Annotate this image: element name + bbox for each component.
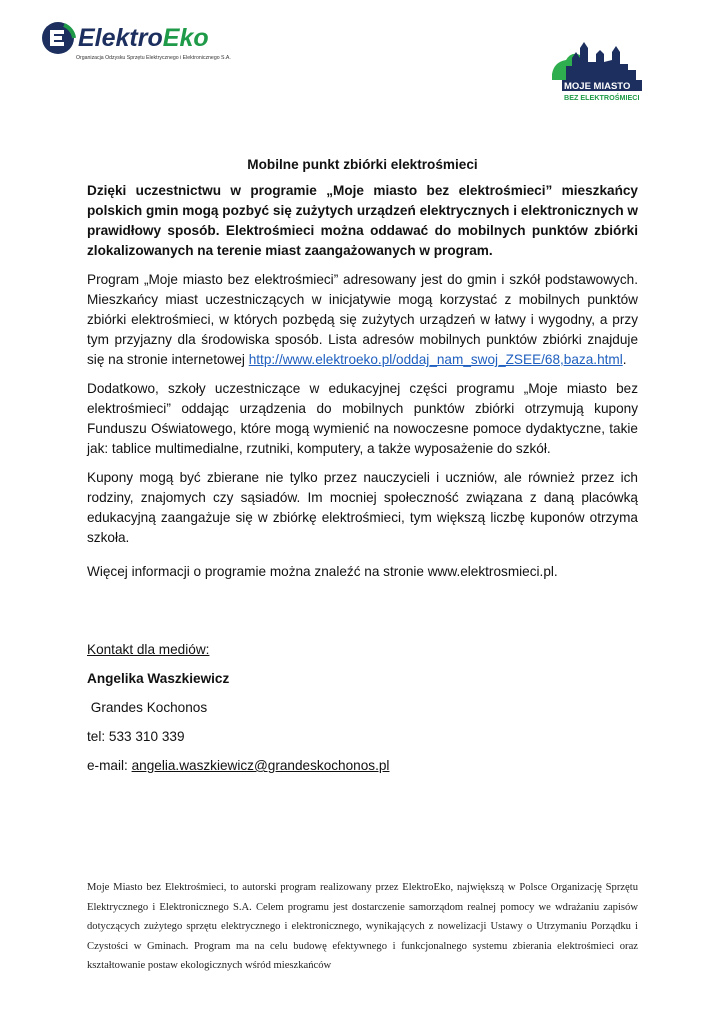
contact-name: Angelika Waszkiewicz bbox=[87, 671, 230, 686]
lead-paragraph: Dzięki uczestnictwu w programie „Moje miasto bez elektrośmieci” mieszkańcy polskich gmin mogą pozbyć się zużytych urządzeń elektrycznych i elektronicznych w prawidłowy sposób. Elektrośmieci można oddawać do mobilnych punktów zbiórki zlokalizowanych na terenie miast zaangażowanych w program. bbox=[87, 183, 638, 258]
document-title: Mobilne punkt zbiórki elektrośmieci bbox=[247, 157, 478, 172]
contact-company: Grandes Kochonos bbox=[87, 700, 208, 715]
collection-points-link[interactable]: http://www.elektroeko.pl/oddaj_nam_swoj_ZSEE/68,baza.html bbox=[248, 352, 623, 367]
logo-text-elektro: Elektro bbox=[78, 24, 163, 52]
contact-heading: Kontakt dla mediów: bbox=[87, 642, 210, 657]
moje-miasto-logo bbox=[548, 40, 644, 104]
paragraph-program bbox=[87, 270, 638, 370]
svg-text:ElektroEko bbox=[78, 24, 209, 52]
contact-email-link[interactable]: angelia.waszkiewicz@grandeskochonos.pl bbox=[131, 758, 390, 773]
logo-city-skyline bbox=[566, 42, 636, 80]
logo-title-line2: BEZ ELEKTROŚMIECI bbox=[564, 93, 640, 102]
contact-phone: tel: 533 310 339 bbox=[87, 729, 185, 744]
elektroeko-logo bbox=[40, 16, 240, 66]
document-body bbox=[87, 155, 638, 785]
paragraph-program-end: . bbox=[622, 352, 627, 367]
logo-subtitle: Organizacja Odzysku Sprzętu Elektrycznego i Elektronicznego S.A. bbox=[76, 55, 231, 61]
footer-note: Moje Miasto bez Elektrośmieci, to autorski program realizowany przez ElektroEko, największą w Polsce Organizację Sprzętu Elektrycznego i Elektronicznego S.A. Celem programu jest dostarczenie samorządom realnej pomocy we wdrażaniu zapisów dotyczących zużytego sprzętu elektrycznego i elektronicznego, wynikających z nowelizacji Ustawy o Utrzymaniu Porządku i Czystości w Gminach. Program ma na celu budowę efektywnego i funkcjonalnego systemu zbierania elektrośmieci oraz kształtowanie postaw ekologicznych wśród mieszkańców bbox=[87, 882, 638, 971]
paragraph-program-text: Program „Moje miasto bez elektrośmieci” adresowany jest do gmin i szkół podstawowych. Mieszkańcy miast uczestniczących w inicjatywie mogą korzystać z mobilnych punktów zbiórki elektrośmieci, w których pozbędą się zużytych urządzeń w łatwy i wygodny, a przy tym przyjazny dla środowiska sposób. Lista adresów mobilnych punktów zbiórki znajduje się na stronie internetowej bbox=[87, 272, 638, 367]
paragraph-coupons: Kupony mogą być zbierane nie tylko przez nauczycieli i uczniów, ale również przez ich rodziny, znajomych czy sąsiadów. Im mocniej społeczność związana z daną placówką edukacyjną zaangażuje się w zbiórkę elektrośmieci, tym większą liczbę kuponów otrzyma szkoła. bbox=[87, 470, 638, 545]
logo-title-line1: MOJE MIASTO bbox=[564, 81, 631, 92]
logo-e-mark bbox=[50, 30, 64, 46]
more-info-line: Więcej informacji o programie można znaleźć na stronie www.elektrosmieci.pl. bbox=[87, 564, 558, 579]
contact-email-line bbox=[87, 756, 638, 776]
contact-email-label: e-mail: bbox=[87, 758, 132, 773]
contact-section bbox=[87, 640, 638, 776]
paragraph-schools: Dodatkowo, szkoły uczestniczące w edukacyjnej części programu „Moje miasto bez elektrośmieci” oddając urządzenia do mobilnych punktów zbiórki otrzymują kupony Funduszu Oświatowego, które mogą wymienić na nowoczesne pomoce dydaktyczne, takie jak: tablice multimedialne, rzutniki, komputery, a także wyposażenie do szkół. bbox=[87, 381, 638, 456]
logo-text-eko: Eko bbox=[162, 24, 209, 52]
